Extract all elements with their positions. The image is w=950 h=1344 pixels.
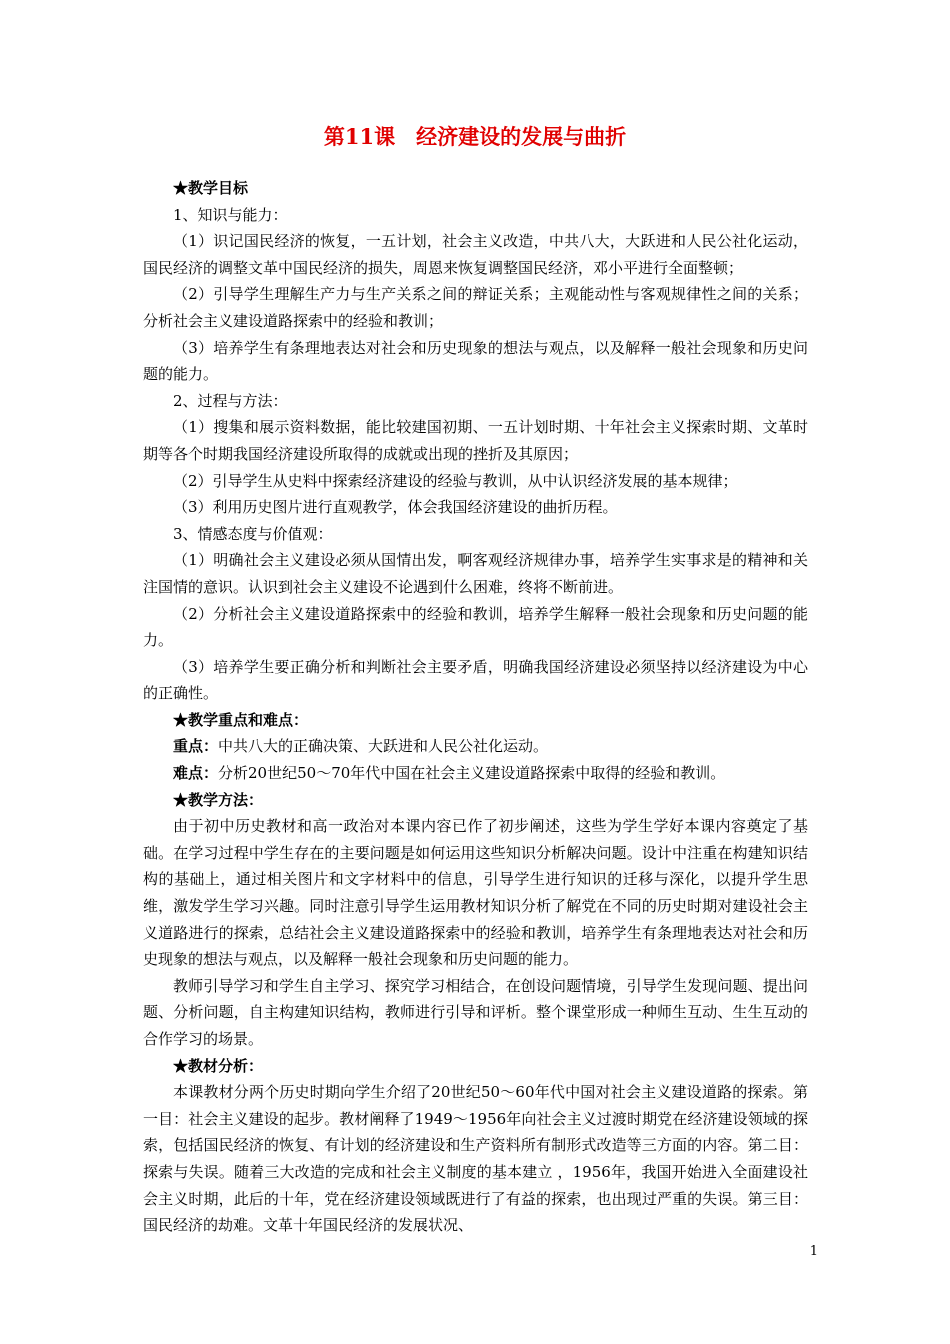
paragraph: 由于初中历史教材和高一政治对本课内容已作了初步阐述，这些为学生学好本课内容奠定了基础。在学习过程中学生存在的主要问题是如何运用这些知识分析解决问题。设计中注重在构建知识结构的基础上，通过相关图片和文字材料中的信息，引导学生进行知识的迁移与深化，以提升学生思维，激发学生学习兴趣。同时注意引导学生运用教材知识分析了解党在不同的历史时期对建设社会主义道路进行的探索，总结社会主义建设道路探索中的经验和教训，培养学生有条理地表达对社会和历史现象的想法与观点，以及解释一般社会现象和历史问题的能力。	[143, 817, 808, 969]
subheading-values: 3、情感态度与价值观：	[173, 524, 333, 543]
section-heading-method: ★教学方法：	[173, 790, 264, 809]
paragraph: （3）培养学生有条理地表达对社会和历史现象的想法与观点，以及解释一般社会现象和历史问题的能力。	[143, 338, 808, 384]
paragraph: 本课教材分两个历史时期向学生介绍了20世纪50～60年代中国对社会主义建设道路的探索。第一目：社会主义建设的起步。教材阐释了1949～1956年向社会主义过渡时期党在经济建设领域的探索，包括国民经济的恢复、有计划的经济建设和生产资料所有制形式改造等三方面的内容。第二目：探索与失误。随着三大改造的完成和社会主义制度的基本建立 ，1956年，我国开始进入全面建设社会主义时期，此后的十年，党在经济建设领域既进行了有益的探索，也出现过严重的失误。第三目：国民经济的劫难。文革十年国民经济的发展状况、	[143, 1083, 808, 1235]
key-label: 重点：	[173, 737, 219, 756]
paragraph: （3）培养学生要正确分析和判断社会主要矛盾，明确我国经济建设必须坚持以经济建设为中心的正确性。	[143, 657, 808, 703]
lesson-title: 第11课 经济建设的发展与曲折	[323, 124, 627, 149]
paragraph: （2）引导学生从史料中探索经济建设的经验与教训，从中认识经济发展的基本规律；	[173, 471, 738, 490]
paragraph: （1）识记国民经济的恢复，一五计划，社会主义改造，中共八大，大跃进和人民公社化运动，国民经济的调整文革中国民经济的损失，周恩来恢复调整国民经济，邓小平进行全面整顿；	[143, 232, 808, 277]
difficulty-text: 分析20世纪50～70年代中国在社会主义建设道路探索中取得的经验和教训。	[218, 764, 726, 783]
section-heading-key-points: ★教学重点和难点：	[173, 710, 309, 729]
subheading-process: 2、过程与方法：	[173, 391, 288, 410]
document-body	[143, 175, 808, 1239]
key-text: 中共八大的正确决策、大跃进和人民公社化运动。	[218, 737, 549, 756]
paragraph: （3）利用历史图片进行直观教学，体会我国经济建设的曲折历程。	[173, 498, 618, 517]
paragraph: （2）引导学生理解生产力与生产关系之间的辩证关系；主观能动性与客观规律性之间的关系；分析社会主义建设道路探索中的经验和教训；	[143, 285, 808, 330]
paragraph: （2）分析社会主义建设道路探索中的经验和教训，培养学生解释一般社会现象和历史问题的能力。	[143, 604, 808, 650]
key-point-line	[143, 733, 808, 760]
paragraph: 教师引导学习和学生自主学习、探究学习相结合，在创设问题情境，引导学生发现问题、提出问题、分析问题，自主构建知识结构，教师进行引导和评析。整个课堂形成一种师生互动、生生互动的合作学习的场景。	[143, 976, 808, 1048]
paragraph: （1）搜集和展示资料数据，能比较建国初期、一五计划时期、十年社会主义探索时期、文革时期等各个时期我国经济建设所取得的成就或出现的挫折及其原因；	[143, 418, 808, 463]
subheading-knowledge: 1、知识与能力：	[173, 205, 288, 224]
difficulty-label: 难点：	[173, 764, 219, 783]
section-heading-goals: ★教学目标	[173, 179, 249, 197]
section-heading-analysis: ★教材分析：	[173, 1056, 264, 1075]
difficulty-line	[143, 760, 808, 787]
paragraph: （1）明确社会主义建设必须从国情出发，啊客观经济规律办事，培养学生实事求是的精神和关注国情的意识。认识到社会主义建设不论遇到什么困难，终将不断前进。	[143, 551, 808, 596]
page-number: 1	[809, 1244, 818, 1259]
